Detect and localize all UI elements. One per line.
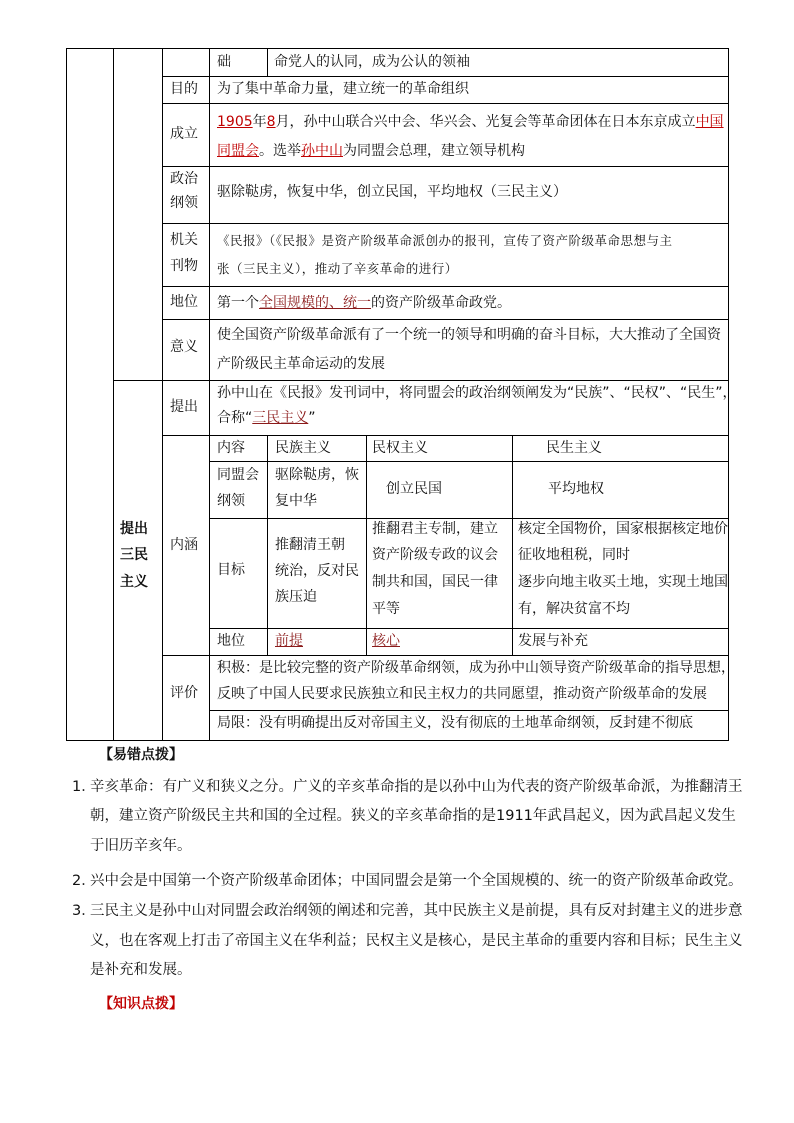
inner-program-nation-line1: 驱除鞑虏，恢: [275, 467, 359, 483]
founding-month: 8: [266, 114, 276, 130]
evaluation-label: 评价: [170, 685, 198, 701]
founding-line1: 1905年8月，孙中山联合兴中会、华兴会、光复会等革命团体在日本东京成立中国: [217, 114, 724, 130]
founding-leader: 孙中山: [301, 143, 343, 159]
program-label-line1: 政治: [170, 171, 198, 187]
inner-program-nation-line2: 复中华: [275, 493, 317, 509]
founding-org-part1: 中国: [695, 114, 724, 130]
status-content: 第一个全国规模的、统一的资产阶级革命政党。: [217, 295, 511, 311]
tips-heading: 【易错点拨】: [99, 747, 183, 763]
inner-header-content: 内容: [217, 440, 245, 456]
inner-goal-label: 目标: [217, 562, 245, 578]
program-label-line2: 纲领: [170, 195, 198, 211]
founding-year: 1905: [217, 114, 253, 130]
significance-line2: 产阶级民主革命运动的发展: [217, 356, 385, 372]
inner-position-rights: 核心: [372, 633, 400, 649]
program-content: 驱除鞑虏，恢复中华，创立民国，平均地权（三民主义）: [217, 184, 567, 200]
inner-goal-nation-line3: 族压迫: [275, 589, 317, 605]
founding-label: 成立: [170, 126, 198, 142]
purpose-label: 目的: [170, 81, 198, 97]
inner-goal-livelihood-line4: 有，解决贫富不均: [518, 601, 630, 617]
status-highlight: 全国规模的、统一: [259, 295, 371, 311]
inner-goal-livelihood-line3: 逐步向地主收买土地，实现土地国: [518, 574, 728, 590]
evaluation-positive-line2: 反映了中国人民要求民族独立和民主权力的共同愿望，推动资产阶级革命的发展: [217, 686, 707, 702]
foundation-content: 命党人的认同，成为公认的领袖: [274, 54, 470, 70]
inner-program-livelihood: 平均地权: [548, 481, 604, 497]
proposal-line2: 合称“三民主义”: [217, 410, 316, 426]
purpose-content: 为了集中革命力量，建立统一的革命组织: [217, 81, 469, 97]
journal-content-line2: 张（三民主义），推动了辛亥革命的进行）: [217, 261, 458, 276]
content-label: 内涵: [170, 537, 198, 553]
foundation-label: 础: [217, 54, 231, 70]
inner-goal-rights-line4: 平等: [372, 601, 400, 617]
inner-position-label: 地位: [217, 633, 245, 649]
section-label-line3: 主义: [120, 574, 148, 590]
inner-header-nation: 民族主义: [275, 440, 331, 456]
journal-label-line2: 刊物: [170, 258, 198, 274]
knowledge-heading: 【知识点拨】: [99, 996, 183, 1012]
inner-position-livelihood: 发展与补充: [518, 633, 588, 649]
inner-goal-nation-line2: 统治，反对民: [275, 563, 359, 579]
inner-goal-rights-line2: 资产阶级专政的议会: [372, 547, 498, 563]
journal-label-line1: 机关: [170, 232, 198, 248]
inner-program-label-line1: 同盟会: [217, 467, 259, 483]
inner-goal-livelihood-line1: 核定全国物价，国家根据核定地价: [518, 521, 728, 537]
section-label-line2: 三民: [120, 547, 148, 563]
significance-line1: 使全国资产阶级革命派有了一个统一的领导和明确的奋斗目标，大大推动了全国资: [217, 327, 721, 343]
founding-org-part2: 同盟会: [217, 143, 259, 159]
evaluation-limit: 局限：没有明确提出反对帝国主义，没有彻底的土地革命纲领，反封建不彻底: [217, 715, 693, 731]
inner-program-label-line2: 纲领: [217, 493, 245, 509]
inner-goal-rights-line3: 制共和国，国民一律: [372, 574, 498, 590]
journal-content-line1: 《民报》（《民报》是资产阶级革命派创办的报刊，宣传了资产阶级革命思想与主: [217, 233, 673, 248]
inner-goal-rights-line1: 推翻君主专制，建立: [372, 521, 498, 537]
inner-position-nation: 前提: [275, 633, 303, 649]
proposal-highlight: 三民主义: [252, 410, 309, 426]
section-label-line1: 提出: [120, 521, 148, 537]
inner-program-rights: 创立民国: [386, 481, 442, 497]
founding-line2: 同盟会。选举孙中山为同盟会总理，建立领导机构: [217, 143, 525, 159]
inner-goal-livelihood-line2: 征收地租税，同时: [518, 547, 630, 563]
significance-label: 意义: [170, 339, 198, 355]
inner-goal-nation-line1: 推翻清王朝: [275, 537, 345, 553]
proposal-line1: 孙中山在《民报》发刊词中，将同盟会的政治纲领阐发为“民族”、“民权”、“民生”，: [217, 385, 737, 401]
proposal-label: 提出: [170, 399, 198, 415]
inner-header-livelihood: 民生主义: [546, 440, 602, 456]
status-label: 地位: [170, 294, 198, 310]
inner-header-rights: 民权主义: [372, 440, 428, 456]
evaluation-positive-line1: 积极：是比较完整的资产阶级革命纲领，成为孙中山领导资产阶级革命的指导思想，: [217, 660, 735, 676]
